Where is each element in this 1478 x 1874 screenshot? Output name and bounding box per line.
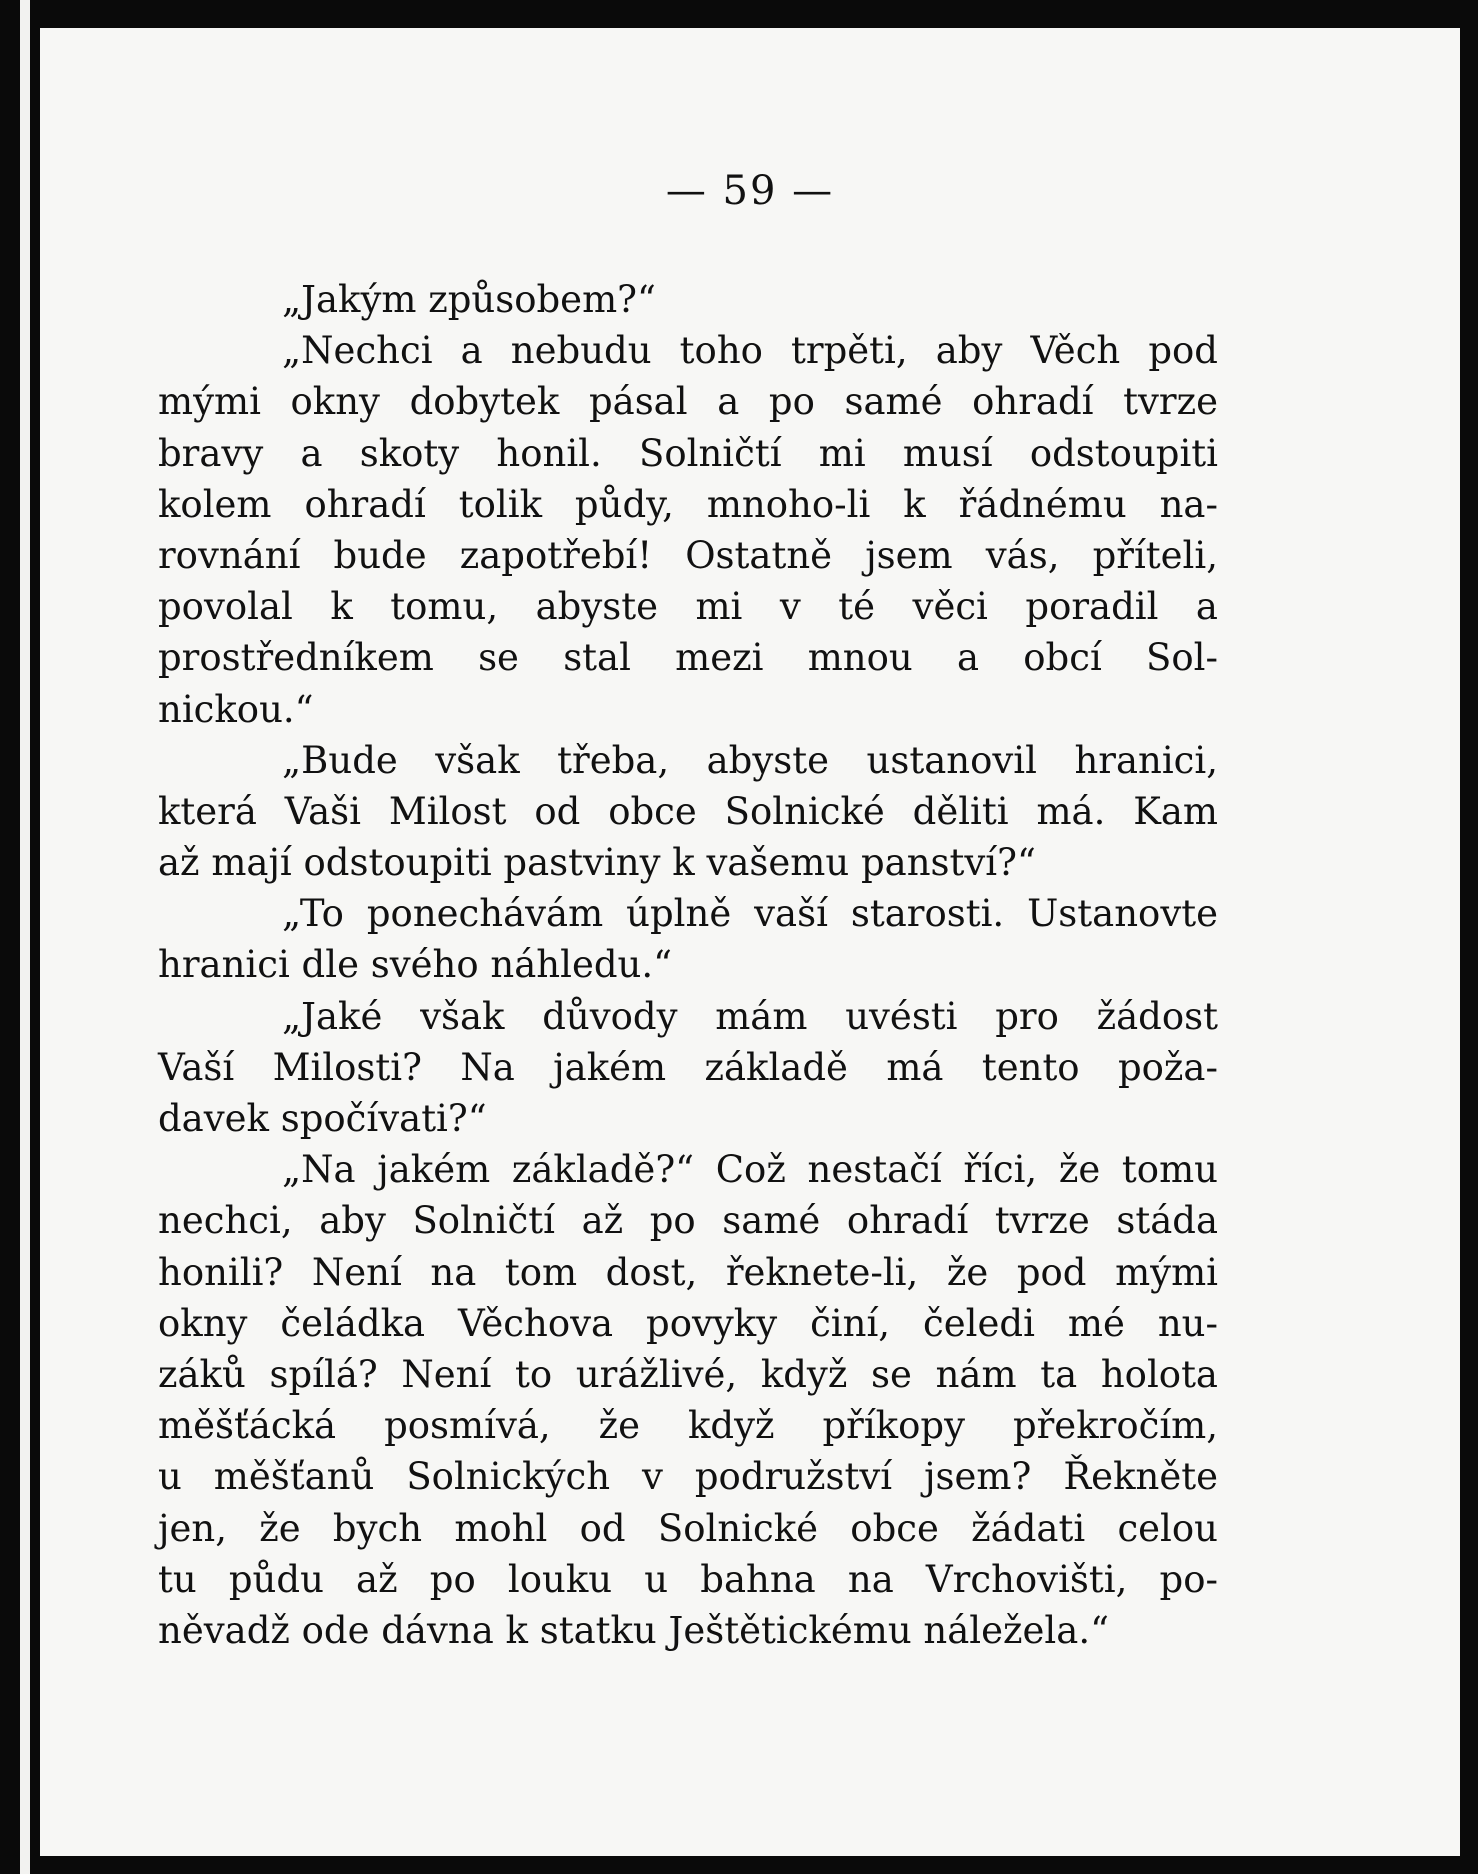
text-line: mými okny dobytek pásal a po samé ohradí tvrze bbox=[158, 380, 1218, 424]
book-page bbox=[40, 28, 1460, 1856]
text-line: tu půdu až po louku u bahna na Vrchovišti, po- bbox=[158, 1557, 1218, 1601]
text-line: okny čeládka Věchova povyky činí, čeledi mé nu- bbox=[158, 1301, 1218, 1345]
text-line: jen, že bych mohl od Solnické obce žádati celou bbox=[158, 1506, 1218, 1550]
book-spine-edge bbox=[20, 0, 30, 1874]
text-line: Vaší Milosti? Na jakém základě má tento poža- bbox=[158, 1045, 1218, 1089]
text-line: rovnání bude zapotřebí! Ostatně jsem vás, příteli, bbox=[158, 533, 1218, 577]
text-line: „Nechci a nebudu toho trpěti, aby Věch pod bbox=[282, 329, 1218, 373]
text-line: hranici dle svého náhledu.“ bbox=[158, 943, 673, 987]
text-line: „Jaké však důvody mám uvésti pro žádost bbox=[282, 994, 1218, 1038]
text-line: nickou.“ bbox=[158, 687, 314, 731]
text-line: až mají odstoupiti pastviny k vašemu panství?“ bbox=[158, 841, 1036, 885]
text-line: u měšťanů Solnických v podružství jsem? Řekněte bbox=[158, 1455, 1218, 1499]
text-line: kolem ohradí tolik půdy, mnoho-li k řádnému na- bbox=[158, 482, 1218, 526]
text-line: povolal k tomu, abyste mi v té věci poradil a bbox=[158, 585, 1218, 629]
text-line: nechci, aby Solničtí až po samé ohradí tvrze stáda bbox=[158, 1199, 1218, 1243]
text-line: měšťácká posmívá, že když příkopy překročím, bbox=[158, 1404, 1218, 1448]
text-line: která Vaši Milost od obce Solnické děliti má. Kam bbox=[158, 789, 1218, 833]
body-text bbox=[158, 274, 1218, 1656]
text-line: něvadž ode dávna k statku Ještětickému náležela.“ bbox=[158, 1608, 1109, 1652]
text-line: záků spílá? Není to urážlivé, když se nám ta holota bbox=[158, 1352, 1218, 1396]
text-line: honili? Není na tom dost, řeknete-li, že pod mými bbox=[158, 1250, 1218, 1294]
text-line: prostředníkem se stal mezi mnou a obcí Sol- bbox=[158, 636, 1218, 680]
text-line: „Bude však třeba, abyste ustanovil hranici, bbox=[282, 738, 1218, 782]
text-line: „To ponechávám úplně vaší starosti. Ustanovte bbox=[282, 892, 1218, 936]
text-line: davek spočívati?“ bbox=[158, 1097, 487, 1140]
text-line: bravy a skoty honil. Solničtí mi musí odstoupiti bbox=[158, 431, 1218, 475]
text-line: „Na jakém základě?“ Což nestačí říci, že tomu bbox=[282, 1148, 1218, 1192]
text-line: „Jakým způsobem?“ bbox=[282, 278, 656, 321]
page-number: — 59 — bbox=[665, 168, 835, 214]
